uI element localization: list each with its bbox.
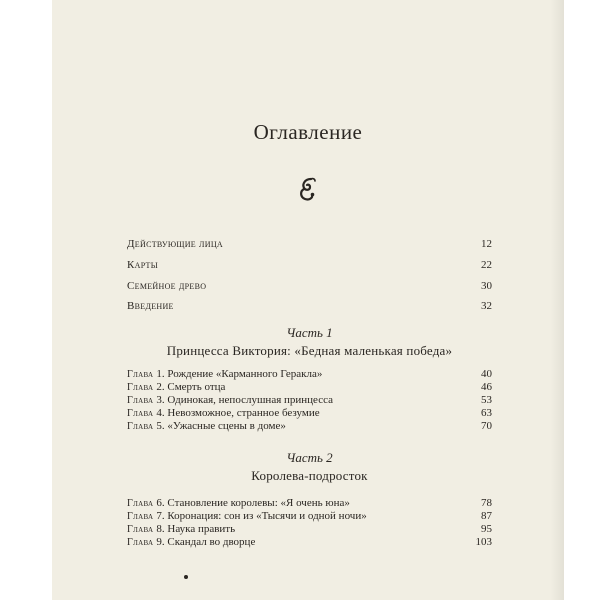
chapter-page: 95 xyxy=(481,523,492,535)
toc-entry-page: 30 xyxy=(481,280,492,292)
chapter-word: Глава xyxy=(127,382,154,393)
chapter-entry[interactable] xyxy=(127,420,492,432)
chapter-word: Глава xyxy=(127,524,154,535)
chapter-page: 63 xyxy=(481,407,492,419)
chapter-entry[interactable] xyxy=(127,497,492,509)
chapter-page: 53 xyxy=(481,394,492,406)
ink-speck xyxy=(184,575,188,579)
toc-entry[interactable] xyxy=(127,238,492,250)
chapter-word: Глава xyxy=(127,369,154,380)
table-of-contents xyxy=(127,0,492,600)
toc-entry[interactable] xyxy=(127,259,492,271)
page-title: Оглавление xyxy=(253,120,363,144)
chapter-title: 2. Смерть отца xyxy=(156,381,226,393)
chapter-title: 5. «Ужасные сцены в доме» xyxy=(156,420,286,432)
chapter-entry[interactable] xyxy=(127,510,492,522)
toc-entry-label: Семейное древо xyxy=(127,280,207,292)
chapter-entry[interactable] xyxy=(127,381,492,393)
toc-entry-page: 22 xyxy=(481,259,492,271)
toc-entry-label: Введение xyxy=(127,300,174,312)
toc-entry[interactable] xyxy=(127,300,492,312)
chapter-word: Глава xyxy=(127,408,154,419)
chapter-word: Глава xyxy=(127,511,154,522)
chapter-entry[interactable] xyxy=(127,407,492,419)
toc-entry-page: 12 xyxy=(481,238,492,250)
chapter-title: 8. Наука править xyxy=(156,523,236,535)
part-heading xyxy=(127,450,492,484)
chapter-entry[interactable] xyxy=(127,536,492,548)
toc-entry-label: Действующие лица xyxy=(127,238,224,250)
part-title: Принцесса Виктория: «Бедная маленькая победа» xyxy=(166,343,453,358)
toc-entry[interactable] xyxy=(127,280,492,292)
chapter-page: 87 xyxy=(481,510,492,522)
chapter-page: 46 xyxy=(481,381,492,393)
chapter-page: 78 xyxy=(481,497,492,509)
chapter-title: 4. Невозможное, странное безумие xyxy=(156,407,320,419)
book-page xyxy=(52,0,564,600)
chapter-title: 1. Рождение «Карманного Геракла» xyxy=(156,368,323,380)
part-heading xyxy=(127,325,492,359)
chapter-page: 40 xyxy=(481,368,492,380)
chapter-word: Глава xyxy=(127,421,154,432)
chapter-entry[interactable] xyxy=(127,523,492,535)
chapter-word: Глава xyxy=(127,395,154,406)
chapter-word: Глава xyxy=(127,537,154,548)
chapter-page: 70 xyxy=(481,420,492,432)
chapter-title: 7. Коронация: сон из «Тысячи и одной ночи» xyxy=(156,510,367,522)
toc-entry-label: Карты xyxy=(127,259,159,271)
chapter-title: 6. Становление королевы: «Я очень юна» xyxy=(156,497,350,509)
chapter-entry[interactable] xyxy=(127,394,492,406)
toc-entry-page: 32 xyxy=(481,300,492,312)
chapter-entry[interactable] xyxy=(127,368,492,380)
chapter-word: Глава xyxy=(127,498,154,509)
part-title: Королева-подросток xyxy=(251,468,368,483)
chapter-title: 9. Скандал во дворце xyxy=(156,536,256,548)
chapter-page: 103 xyxy=(475,536,492,548)
part-label: Часть 2 xyxy=(286,450,333,465)
chapter-title: 3. Одинокая, непослушная принцесса xyxy=(156,394,333,406)
part-label: Часть 1 xyxy=(286,325,333,340)
